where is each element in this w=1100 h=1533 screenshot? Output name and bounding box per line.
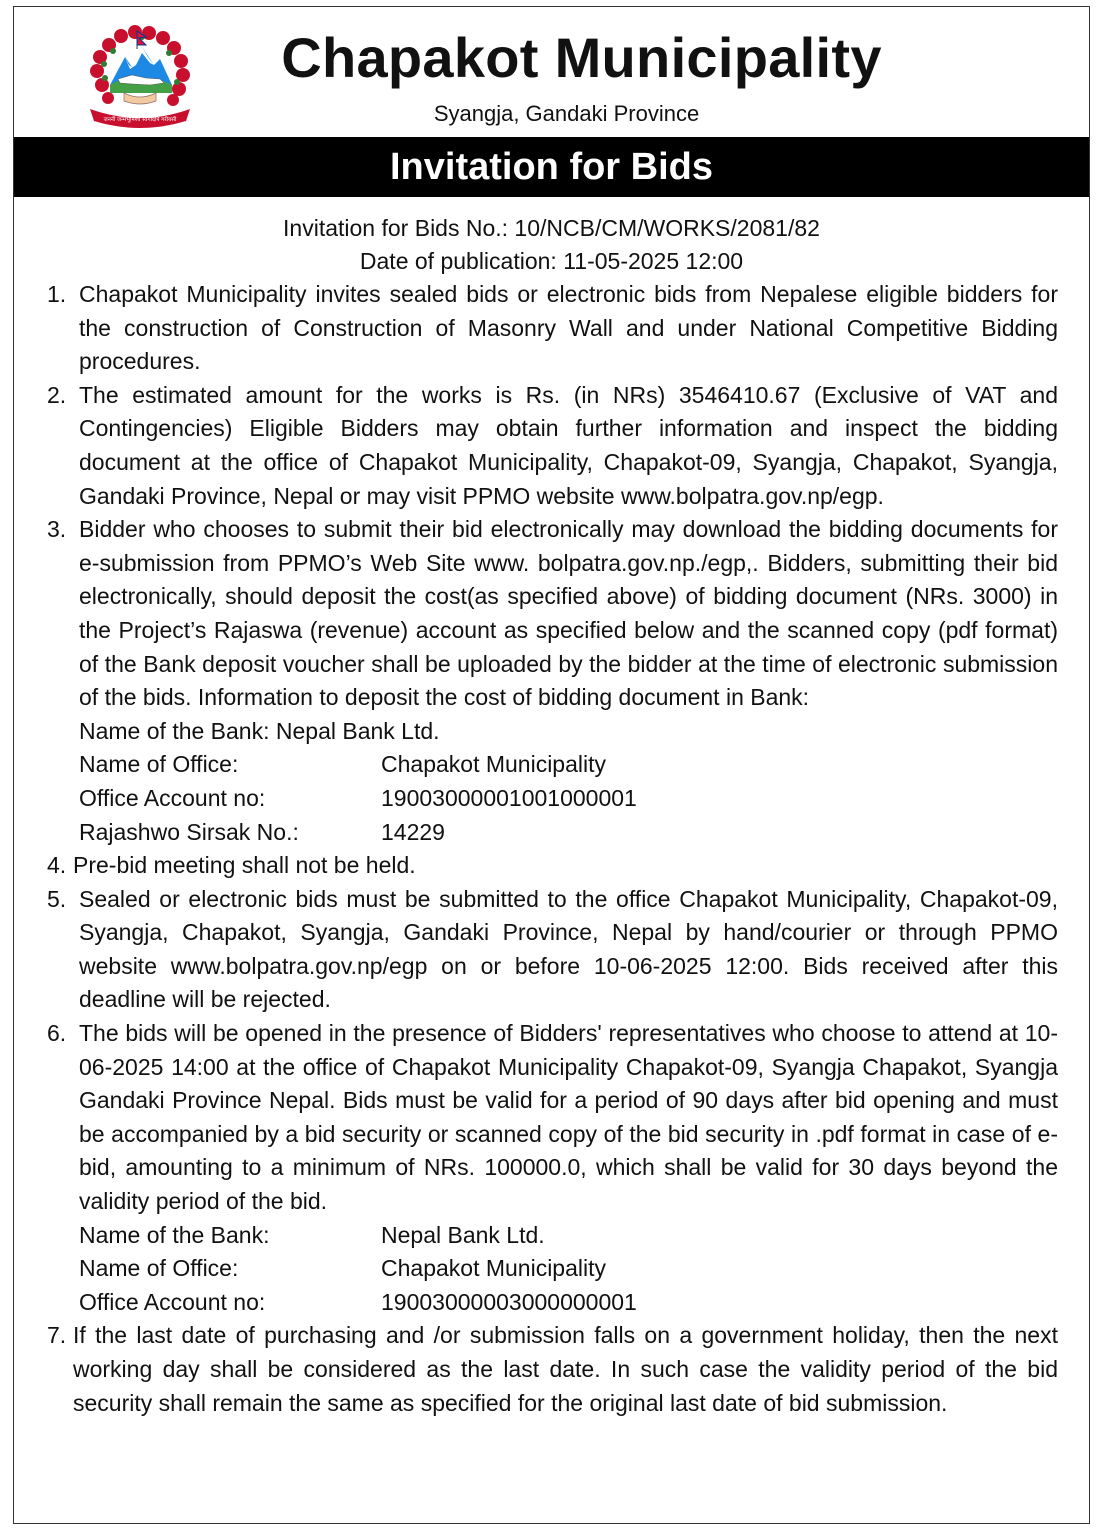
clause-text: Pre-bid meeting shall not be held. [73, 852, 416, 879]
notice-content [14, 212, 1089, 1420]
clause-text: The bids will be opened in the presence of Bidders' representatives who choose to attend at 10-06-2025 14:00 at the office of Chapakot Municipality Chapakot-09, Syangja Chapakot, Syangja Gandaki Province Nepal. Bids must be valid for a period of 90 days after bid opening and must be accompanied by a bid security or scanned copy of the bid security in .pdf format in case of e-bid, amounting to a minimum of NRs. 100000.0, which shall be valid for 30 days beyond the validity period of the bid. [79, 1020, 1058, 1215]
clause-item [47, 1319, 1058, 1420]
clause-number: 5. [47, 885, 67, 912]
clause-text: The estimated amount for the works is Rs. (in NRs) 3546410.67 (Exclusive of VAT and Contingencies) Eligible Bidders may obtain further information and inspect the bidding document at the office of Chapakot Municipality, Chapakot-09, Syangja, Chapakot, Syangja, Gandaki Province, Nepal or may visit PPMO website www.bolpatra.gov.np/egp. [79, 381, 1058, 509]
account-label: Office Account no: [79, 784, 266, 811]
account-label: Rajashwo Sirsak No.: [79, 818, 299, 845]
emblem-caption: जननी जन्मभूमिश्च स्वर्गादपि गरीयसी [103, 117, 177, 123]
clause-item [47, 849, 1058, 883]
clause-item [47, 379, 1058, 513]
notice-banner: Invitation for Bids [14, 137, 1089, 197]
account-label: Name of the Bank: [79, 1221, 270, 1248]
account-row [79, 782, 1058, 816]
clause-item [47, 1017, 1058, 1319]
account-value: Chapakot Municipality [381, 751, 607, 778]
clause-text: Chapakot Municipality invites sealed bids or electronic bids from Nepalese eligible bidders for the construction of Construction of Masonry Wall and under National Competitive Bidding procedures. [79, 281, 1058, 375]
account-label: Office Account no: [79, 1288, 266, 1315]
header [14, 7, 1089, 137]
bid-number: Invitation for Bids No.: 10/NCB/CM/WORKS/2081/82 [283, 215, 820, 241]
account-value: 14229 [381, 818, 445, 845]
clause-number: 3. [47, 516, 67, 543]
page-subtitle: Syangja, Gandaki Province [433, 101, 700, 126]
account-row [79, 748, 1058, 782]
account-value: Chapakot Municipality [381, 1255, 607, 1282]
clause-number: 6. [47, 1020, 67, 1047]
clause-item [47, 278, 1058, 379]
account-row [79, 1252, 1058, 1286]
clause-number: 2. [47, 381, 67, 408]
publication-date: Date of publication: 11-05-2025 12:00 [359, 248, 744, 274]
account-value: 19003000001001000001 [381, 784, 637, 811]
page-title: Chapakot Municipality [281, 26, 882, 89]
clause-item [47, 513, 1058, 849]
clause-list [14, 278, 1089, 1420]
clause-text: Sealed or electronic bids must be submitted to the office Chapakot Municipality, Chapakot-09, Syangja, Chapakot, Syangja, Gandaki Province, Nepal by hand/courier or through PPMO website www.bolpatra.gov.np/egp on or before 10-06-2025 12:00. Bids received after this deadline will be rejected. [79, 885, 1058, 1013]
account-value: Nepal Bank Ltd. [381, 1221, 545, 1248]
account-value: 19003000003000000001 [381, 1288, 637, 1315]
clause-item [47, 883, 1058, 1017]
clause-number: 1. [47, 281, 67, 307]
clause-text: Bidder who chooses to submit their bid electronically may download the bidding documents for e-submission from PPMO’s Web Site www. bolpatra.gov.np./egp,. Bidders, submitting their bid electronically, should deposit the cost(as specified above) of bidding document (NRs. 3000) in the Project’s Rajaswa (revenue) account as specified below and the scanned copy (pdf format) of the Bank deposit voucher shall be uploaded by the bidder at the time of electronic submission of the bids. Information to deposit the cost of bidding document in Bank: [79, 516, 1058, 711]
clause-text: If the last date of purchasing and /or submission falls on a government holiday, then the next working day shall be considered as the last date. In such case the validity period of the bid security shall remain the same as specified for the original last date of bid submission. [73, 1322, 1058, 1416]
account-label: Name of Office: [79, 751, 239, 778]
bank-name-line: Name of the Bank: Nepal Bank Ltd. [79, 717, 440, 744]
clause-number: 4. [47, 852, 67, 879]
account-row [79, 1286, 1058, 1320]
clause-number: 7. [47, 1322, 67, 1349]
notice-frame [13, 6, 1090, 1524]
account-label: Name of Office: [79, 1255, 239, 1282]
account-row [79, 816, 1058, 850]
account-row [79, 1219, 1058, 1253]
